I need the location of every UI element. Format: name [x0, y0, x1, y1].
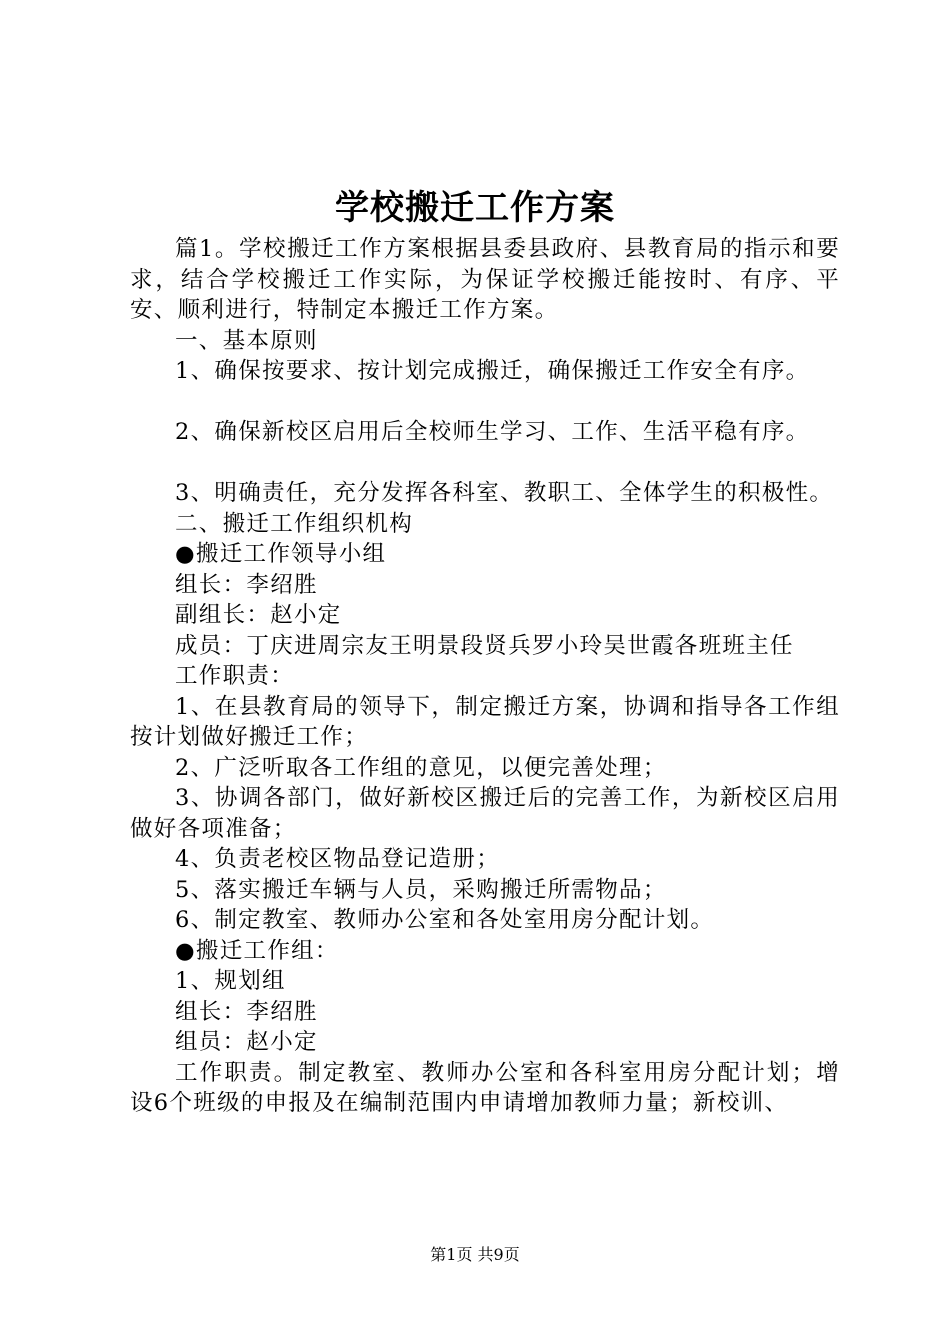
paragraph: 工作职责： — [175, 663, 295, 689]
paragraph: 篇1。学校搬迁工作方案根据县委县政府、县教育局的指示和要求，结合学校搬迁工作实际，为保证学校搬迁能按时、有序、平安、顺利进行，特制定本搬迁工作方案。 — [130, 236, 840, 323]
bullet-heading: ●搬迁工作领导小组 — [175, 541, 387, 567]
paragraph: 1、规划组 — [175, 968, 286, 994]
paragraph: 组长：李绍胜 — [175, 998, 318, 1025]
paragraph: 3、协调各部门，做好新校区搬迁后的完善工作，为新校区启用做好各项准备； — [130, 785, 840, 842]
paragraph: 1、在县教育局的领导下，制定搬迁方案，协调和指导各工作组按计划做好搬迁工作； — [130, 693, 840, 750]
paragraph: 组员：赵小定 — [175, 1029, 318, 1055]
paragraph: 4、负责老校区物品登记造册； — [175, 846, 501, 872]
paragraph: 成员：丁庆进周宗友王明景段贤兵罗小玲吴世霞各班班主任 — [175, 632, 794, 659]
page-footer: 第1页 共9页 — [430, 1245, 520, 1264]
document-title: 学校搬迁工作方案 — [335, 188, 615, 228]
paragraph: 5、落实搬迁车辆与人员，采购搬迁所需物品； — [175, 876, 667, 903]
paragraph: 1、确保按要求、按计划完成搬迁，确保搬迁工作安全有序。 — [175, 358, 810, 384]
document-body — [130, 234, 840, 1119]
paragraph: 工作职责。制定教室、教师办公室和各科室用房分配计划；增设6个班级的申报及在编制范围内申请增加教师力量；新校训、 — [130, 1059, 840, 1116]
paragraph: 组长：李绍胜 — [175, 571, 318, 598]
paragraph: 2、确保新校区启用后全校师生学习、工作、生活平稳有序。 — [175, 419, 810, 445]
section-heading: 一、基本原则 — [175, 327, 318, 354]
paragraph: 3、明确责任，充分发挥各科室、教职工、全体学生的积极性。 — [175, 480, 834, 506]
section-heading: 二、搬迁工作组织机构 — [175, 510, 414, 537]
paragraph: 副组长：赵小定 — [175, 602, 342, 628]
paragraph: 6、制定教室、教师办公室和各处室用房分配计划。 — [175, 907, 715, 933]
paragraph: 2、广泛听取各工作组的意见，以便完善处理； — [175, 754, 667, 781]
bullet-heading: ●搬迁工作组： — [175, 937, 339, 964]
